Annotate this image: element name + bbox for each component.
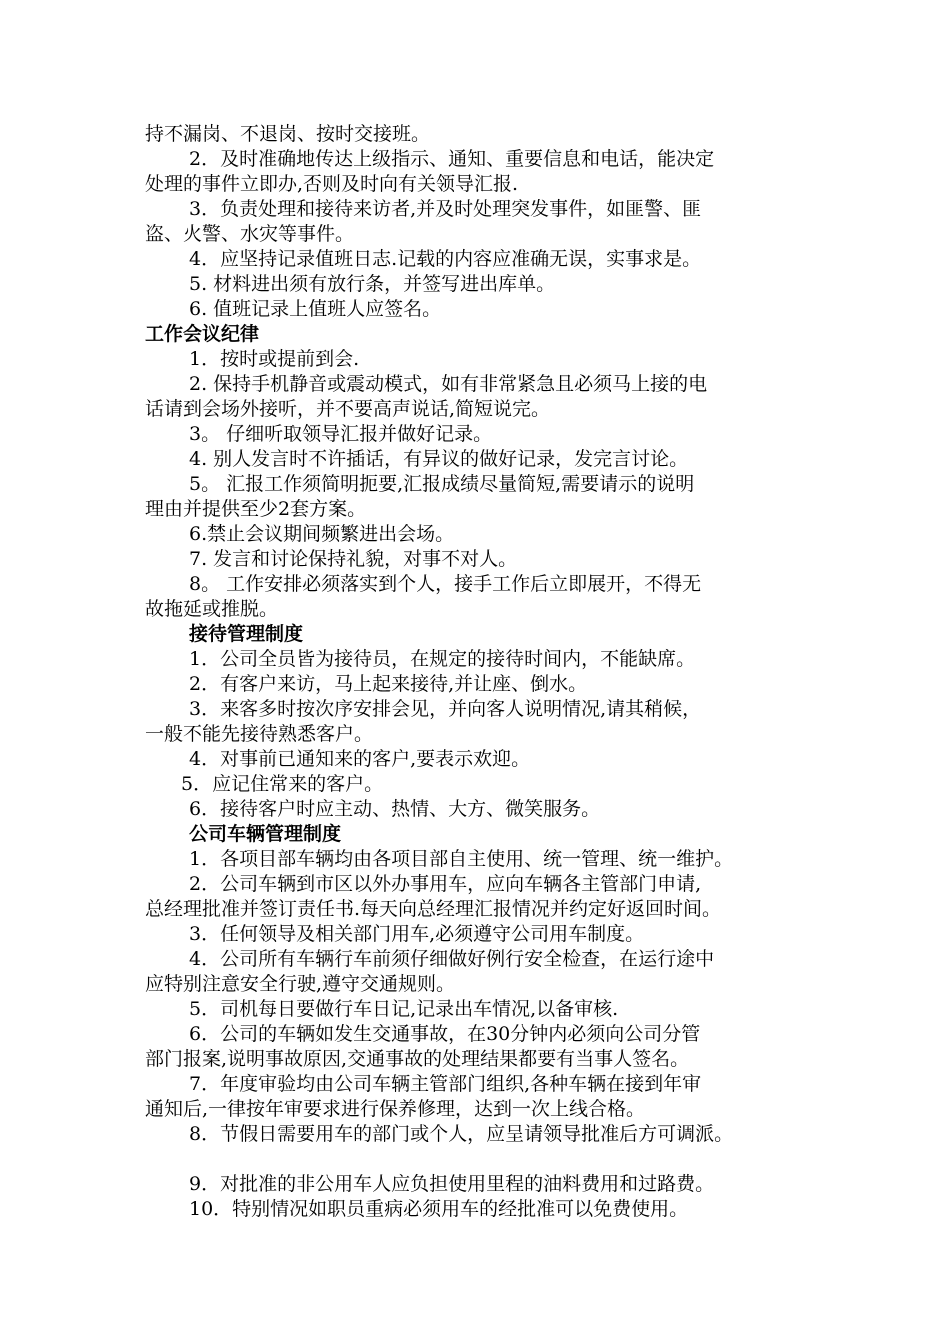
section-heading-reception-rules: 接待管理制度: [189, 623, 304, 645]
paragraph-line: 3．负责处理和接待来访者,并及时处理突发事件，如匪警、匪: [189, 198, 702, 220]
paragraph-line: 10．特别情况如职员重病必须用车的经批准可以免费使用。: [189, 1198, 689, 1220]
paragraph-line: 5. 材料进出须有放行条，并签写进出库单。: [189, 273, 556, 295]
paragraph-line: 总经理批准并签订责任书.每天向总经理汇报情况并约定好返回时间。: [145, 898, 722, 920]
paragraph-line: 5．司机每日要做行车日记,记录出车情况,以备审核.: [189, 998, 619, 1020]
paragraph-line: 3．任何领导及相关部门用车,必须遵守公司用车制度。: [189, 923, 645, 945]
paragraph-line: 9．对批准的非公用车人应负担使用里程的油料费用和过路费。: [189, 1173, 715, 1195]
paragraph-line: 理由并提供至少2套方案。: [145, 498, 367, 520]
blank-line: [145, 1147, 825, 1172]
paragraph-line: 4．应坚持记录值班日志.记载的内容应准确无误，实事求是。: [189, 248, 702, 270]
paragraph-line: 1．公司全员皆为接待员，在规定的接待时间内，不能缺席。: [189, 648, 696, 670]
section-heading-vehicle-rules: 公司车辆管理制度: [189, 823, 342, 845]
paragraph-line: 8。 工作安排必须落实到个人，接手工作后立即展开，不得无: [189, 573, 702, 595]
paragraph-line: 一般不能先接待熟悉客户。: [145, 723, 374, 745]
paragraph-line: 2．公司车辆到市区以外办事用车，应向车辆各主管部门申请,: [189, 873, 702, 895]
paragraph-line: 4．对事前已通知来的客户,要表示欢迎。: [189, 748, 531, 770]
paragraph-line: 持不漏岗、不退岗、按时交接班。: [145, 123, 431, 145]
paragraph-line: 故拖延或推脱。: [145, 598, 279, 620]
paragraph-line: 4. 别人发言时不许插话，有异议的做好记录，发完言讨论。: [189, 448, 689, 470]
document-page: [145, 122, 825, 1222]
paragraph-line: 部门报案,说明事故原因,交通事故的处理结果都要有当事人签名。: [145, 1048, 690, 1070]
paragraph-line: 处理的事件立即办,否则及时向有关领导汇报.: [145, 173, 519, 195]
paragraph-line: 6. 值班记录上值班人应签名。: [189, 298, 442, 320]
paragraph-line: 8．节假日需要用车的部门或个人，应呈请领导批准后方可调派。: [189, 1123, 734, 1145]
paragraph-line: 7．年度审验均由公司车辆主管部门组织,各种车辆在接到年审: [189, 1073, 702, 1095]
paragraph-line: 应特别注意安全行驶,遵守交通规则。: [145, 973, 456, 995]
paragraph-line: 通知后,一律按年审要求进行保养修理，达到一次上线合格。: [145, 1098, 646, 1120]
paragraph-line: 6．接待客户时应主动、热情、大方、微笑服务。: [189, 798, 601, 820]
paragraph-line: 3。 仔细听取领导汇报并做好记录。: [189, 423, 493, 445]
paragraph-line: 2. 保持手机静音或震动模式，如有非常紧急且必须马上接的电: [189, 373, 708, 395]
section-heading-meeting-rules: 工作会议纪律: [145, 323, 260, 345]
paragraph-line: 6.禁止会议期间频繁进出会场。: [189, 523, 455, 545]
paragraph-line: 7. 发言和讨论保持礼貌，对事不对人。: [189, 548, 518, 570]
paragraph-line: 1．按时或提前到会.: [189, 348, 360, 370]
paragraph-line: 3．来客多时按次序安排会见，并向客人说明情况,请其稍候，: [189, 698, 702, 720]
paragraph-line: 2．有客户来访，马上起来接待,并让座、倒水。: [189, 673, 588, 695]
paragraph-line: 话请到会场外接听，并不要高声说话,简短说完。: [145, 398, 551, 420]
paragraph-line: 4．公司所有车辆行车前须仔细做好例行安全检查，在运行途中: [189, 948, 715, 970]
paragraph-line: 6．公司的车辆如发生交通事故，在30分钟内必须向公司分管: [189, 1023, 701, 1045]
paragraph-line: 1．各项目部车辆均由各项目部自主使用、统一管理、统一维护。: [189, 848, 734, 870]
paragraph-line: 2．及时准确地传达上级指示、通知、重要信息和电话，能决定: [189, 148, 715, 170]
paragraph-line: 盗、火警、水灾等事件。: [145, 223, 355, 245]
paragraph-line: 5．应记住常来的客户。: [181, 773, 384, 795]
paragraph-line: 5。 汇报工作须简明扼要,汇报成绩尽量简短,需要请示的说明: [189, 473, 695, 495]
